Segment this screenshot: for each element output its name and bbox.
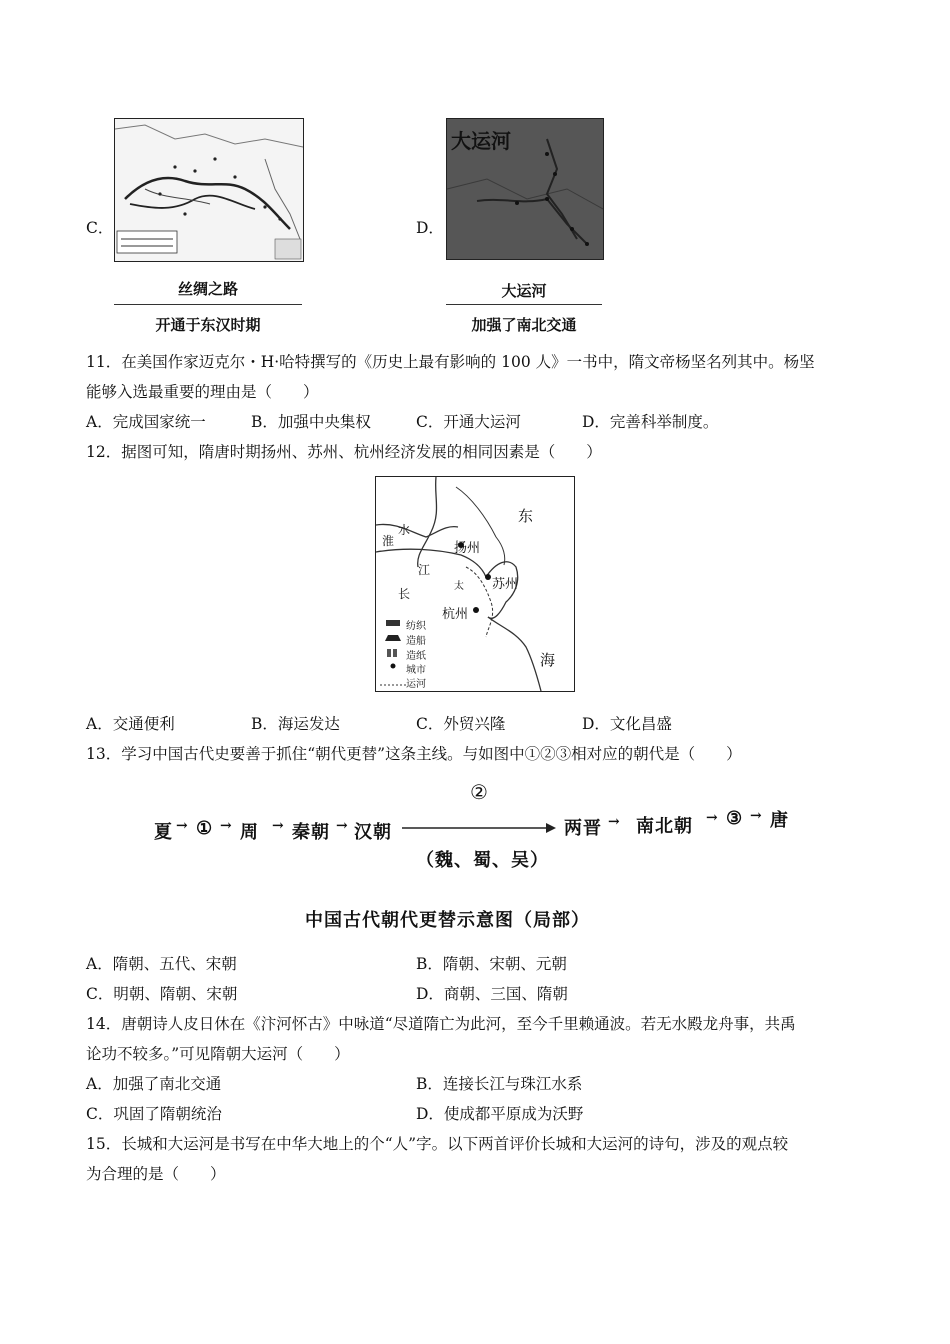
figure-d-caption-bottom: 加强了南北交通 xyxy=(471,316,577,334)
q14-option-c[interactable]: C．巩固了隋朝统治 xyxy=(86,1105,222,1123)
map-label-suzhou: 苏州 xyxy=(492,577,519,592)
q14-option-a[interactable]: A．加强了南北交通 xyxy=(86,1075,222,1093)
map-label-tai: 太 xyxy=(454,581,464,592)
legend-canal: 运河 xyxy=(406,679,426,690)
q13-option-d[interactable]: D．商朝、三国、隋朝 xyxy=(416,985,568,1003)
q13-three-kingdoms: （魏、蜀、吴） xyxy=(416,850,549,871)
q15-stem-line2: 为合理的是（ ） xyxy=(86,1165,226,1183)
figure-c-rule xyxy=(114,304,302,305)
q13-option-a[interactable]: A．隋朝、五代、宋朝 xyxy=(86,955,237,973)
q11-stem-line1: 11．在美国作家迈克尔・H·哈特撰写的《历史上最有影响的 100 人》一书中，隋文帝杨坚名列其中。杨坚 xyxy=(86,353,815,371)
q13-stem: 13．学习中国古代史要善于抓住“朝代更替”这条主线。与如图中①②③相对应的朝代是（ ） xyxy=(86,745,742,763)
q14-stem-line2: 论功不较多。”可见隋朝大运河（ ） xyxy=(86,1045,350,1063)
legend-papermaking: 造纸 xyxy=(406,651,426,662)
map-label-huai: 淮 xyxy=(382,534,395,548)
arrow-2: → xyxy=(220,818,233,834)
arrow-3: → xyxy=(272,818,285,834)
q12-option-d[interactable]: D．文化昌盛 xyxy=(582,715,672,733)
arrow-4: → xyxy=(336,818,349,834)
q11-option-a[interactable]: A．完成国家统一 xyxy=(86,413,206,431)
map-label-hangzhou: 杭州 xyxy=(442,607,469,622)
chain-nanbeichao: 南北朝 xyxy=(636,816,693,837)
chain-circle-3: ③ xyxy=(726,808,744,829)
grand-canal-map xyxy=(446,118,604,260)
map-label-hai: 海 xyxy=(540,651,556,669)
grand-canal-map-title: 大运河 xyxy=(451,129,511,153)
map-label-jiang: 江 xyxy=(418,563,431,577)
q13-option-c[interactable]: C．明朝、隋朝、宋朝 xyxy=(86,985,238,1003)
map-label-dong: 东 xyxy=(518,507,534,525)
q12-option-c[interactable]: C．外贸兴隆 xyxy=(416,715,506,733)
chain-circle-1: ① xyxy=(196,818,214,839)
legend-textile: 纺织 xyxy=(406,621,426,632)
arrow-7: → xyxy=(750,808,763,824)
q14-option-d[interactable]: D．使成都平原成为沃野 xyxy=(416,1105,584,1123)
figure-d-rule xyxy=(446,304,602,305)
q13-circle-2: ② xyxy=(470,780,488,804)
silk-road-map xyxy=(114,118,304,262)
map-label-yangzhou: 扬州 xyxy=(454,541,481,556)
chain-qin: 秦朝 xyxy=(292,822,330,843)
arrow-5: → xyxy=(608,814,621,830)
q12-option-b[interactable]: B．海运发达 xyxy=(251,715,340,733)
q14-option-b[interactable]: B．连接长江与珠江水系 xyxy=(416,1075,583,1093)
legend-city: 城市 xyxy=(406,665,426,676)
q15-stem-line1: 15．长城和大运河是书写在中华大地上的个“人”字。以下两首评价长城和大运河的诗句，涉及的观点较 xyxy=(86,1135,789,1153)
q11-option-b[interactable]: B．加强中央集权 xyxy=(251,413,371,431)
q12-map xyxy=(375,476,575,692)
arrow-1: → xyxy=(176,818,189,834)
map-label-chang: 长 xyxy=(398,587,411,601)
chain-han: 汉朝 xyxy=(354,822,392,843)
map-label-shui: 水 xyxy=(398,523,411,537)
figure-c-caption-bottom: 开通于东汉时期 xyxy=(155,316,261,334)
q13-diagram-title: 中国古代朝代更替示意图（局部） xyxy=(305,910,590,931)
chain-zhou: 周 xyxy=(240,822,259,843)
q13-option-b[interactable]: B．隋朝、宋朝、元朝 xyxy=(416,955,567,973)
q12-option-a[interactable]: A．交通便利 xyxy=(86,715,175,733)
chain-liangjin: 两晋 xyxy=(564,818,602,839)
chain-tang: 唐 xyxy=(770,810,789,831)
figure-d-caption-top: 大运河 xyxy=(501,282,547,300)
q11-option-d[interactable]: D．完善科举制度。 xyxy=(582,413,719,431)
chain-xia: 夏 xyxy=(154,822,173,843)
q11-stem-line2: 能够入选最重要的理由是（ ） xyxy=(86,383,319,401)
legend-shipbuilding: 造船 xyxy=(406,636,426,647)
q12-stem: 12．据图可知，隋唐时期扬州、苏州、杭州经济发展的相同因素是（ ） xyxy=(86,443,602,461)
long-arrow xyxy=(400,818,558,838)
figure-c-caption-top: 丝绸之路 xyxy=(177,280,238,298)
q11-option-c[interactable]: C．开通大运河 xyxy=(416,413,521,431)
option-c-letter: C． xyxy=(86,219,114,237)
arrow-6: → xyxy=(706,810,719,826)
q14-stem-line1: 14．唐朝诗人皮日休在《汴河怀古》中咏道“尽道隋亡为此河，至今千里赖通波。若无水殿龙舟事，共禹 xyxy=(86,1015,796,1033)
option-d-letter: D． xyxy=(416,219,444,237)
